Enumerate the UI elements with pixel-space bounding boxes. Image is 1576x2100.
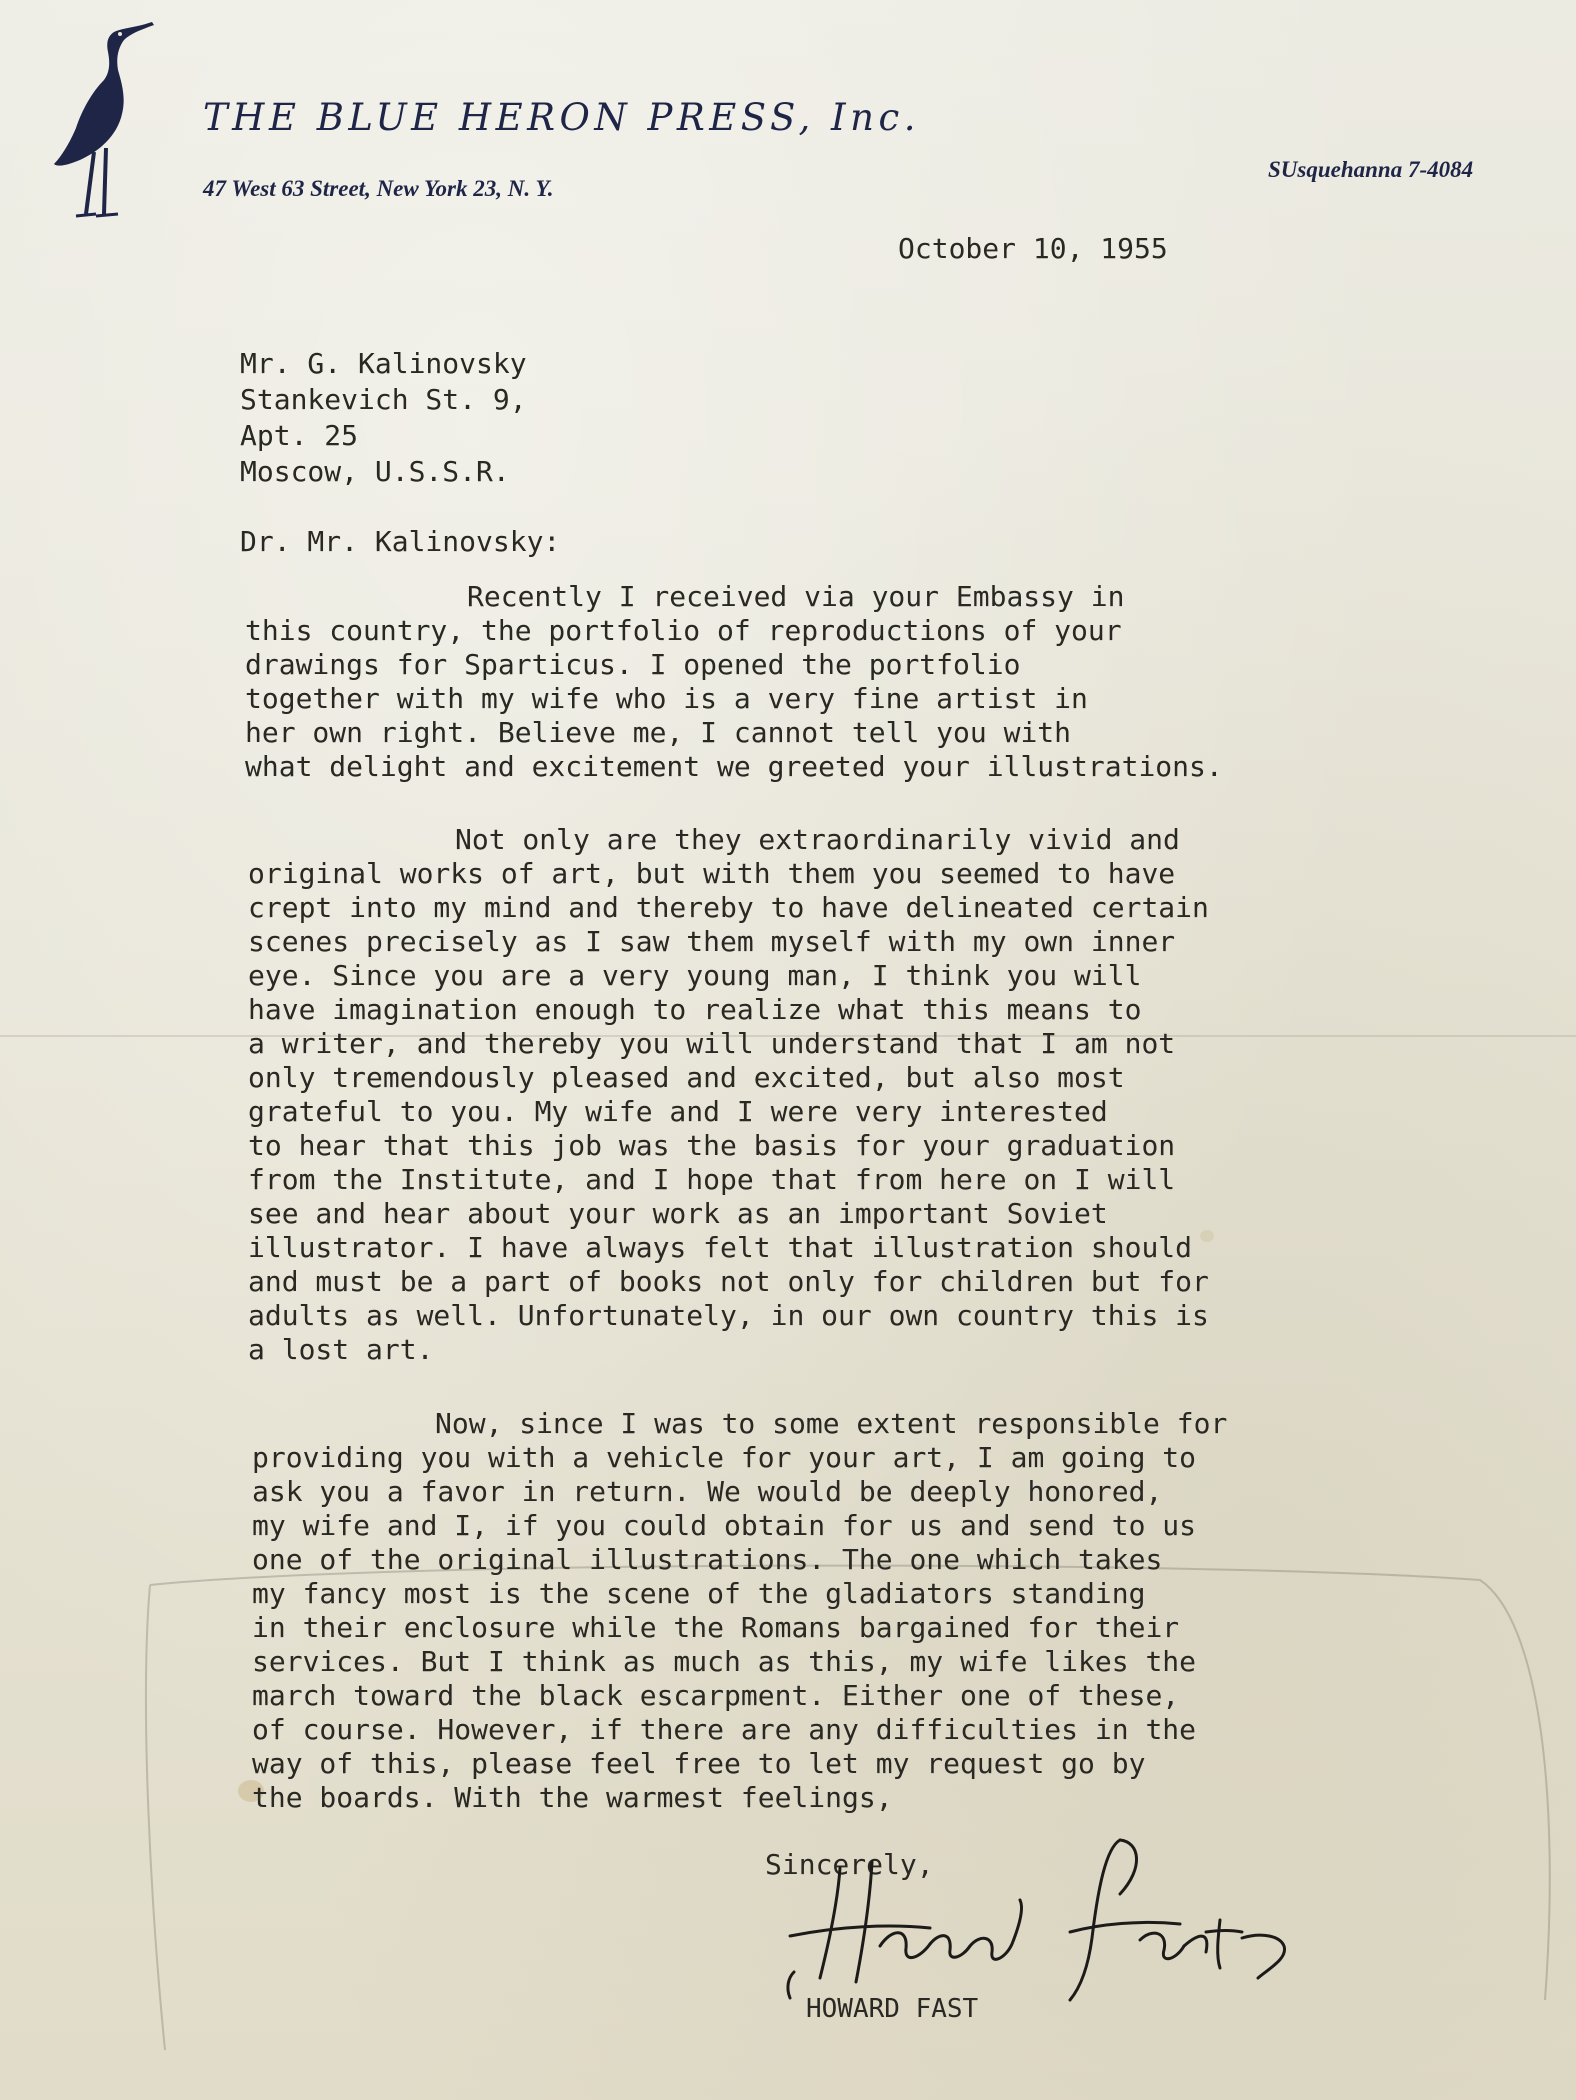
body-line: crept into my mind and thereby to have delineated certain — [248, 891, 1209, 924]
recipient-line: Mr. G. Kalinovsky — [240, 347, 527, 380]
body-line: see and hear about your work as an important Soviet — [248, 1197, 1108, 1230]
recipient-line: Apt. 25 — [240, 419, 359, 452]
recipient-line: Stankevich St. 9, — [240, 383, 527, 416]
body-line: Recently I received via your Embassy in — [467, 580, 1125, 613]
body-line: way of this, please feel free to let my request go by — [252, 1747, 1146, 1780]
signer-name: HOWARD FAST — [806, 1994, 979, 2024]
body-line: to hear that this job was the basis for your graduation — [248, 1129, 1176, 1162]
body-line: my wife and I, if you could obtain for us and send to us — [252, 1509, 1197, 1542]
handwritten-signature — [780, 1828, 1300, 2008]
recipient-line: Moscow, U.S.S.R. — [240, 455, 510, 488]
body-line: one of the original illustrations. The one which takes — [252, 1543, 1163, 1576]
heron-icon — [52, 18, 164, 218]
body-line: adults as well. Unfortunately, in our own country this is — [248, 1299, 1209, 1332]
body-line: march toward the black escarpment. Either one of these, — [252, 1679, 1180, 1712]
body-line: drawings for Sparticus. I opened the portfolio — [245, 648, 1021, 681]
paper-stain — [1200, 1230, 1214, 1242]
body-line: the boards. With the warmest feelings, — [252, 1781, 893, 1814]
body-line: eye. Since you are a very young man, I think you will — [248, 959, 1142, 992]
body-line: providing you with a vehicle for your art, I am going to — [252, 1441, 1197, 1474]
body-line: what delight and excitement we greeted your illustrations. — [245, 750, 1223, 783]
body-line: scenes precisely as I saw them myself with my own inner — [248, 925, 1176, 958]
body-line: from the Institute, and I hope that from here on I will — [248, 1163, 1176, 1196]
body-line: in their enclosure while the Romans bargained for their — [252, 1611, 1180, 1644]
body-line: her own right. Believe me, I cannot tell you with — [245, 716, 1072, 749]
body-line: grateful to you. My wife and I were very interested — [248, 1095, 1108, 1128]
body-line: only tremendously pleased and excited, but also most — [248, 1061, 1125, 1094]
closing: Sincerely, — [765, 1848, 934, 1881]
body-line: Not only are they extraordinarily vivid and — [455, 823, 1180, 856]
body-line: illustrator. I have always felt that illustration should — [248, 1231, 1193, 1264]
body-line: a writer, and thereby you will understand that I am not — [248, 1027, 1176, 1060]
body-line: together with my wife who is a very fine artist in — [245, 682, 1088, 715]
body-line: ask you a favor in return. We would be deeply honored, — [252, 1475, 1163, 1508]
body-line: and must be a part of books not only for children but for — [248, 1265, 1209, 1298]
body-line: Now, since I was to some extent responsible for — [435, 1407, 1228, 1440]
body-line: this country, the portfolio of reproductions of your — [245, 614, 1122, 647]
body-line: of course. However, if there are any difficulties in the — [252, 1713, 1197, 1746]
body-line: have imagination enough to realize what this means to — [248, 993, 1142, 1026]
body-line: a lost art. — [248, 1333, 434, 1366]
letter-date: October 10, 1955 — [898, 232, 1168, 265]
letterhead-address: 47 West 63 Street, New York 23, N. Y. — [203, 176, 554, 201]
letterhead-phone: SUsquehanna 7-4084 — [1268, 157, 1474, 182]
body-line: original works of art, but with them you seemed to have — [248, 857, 1176, 890]
salutation: Dr. Mr. Kalinovsky: — [240, 525, 561, 558]
body-line: services. But I think as much as this, my wife likes the — [252, 1645, 1197, 1678]
body-line: my fancy most is the scene of the gladiators standing — [252, 1577, 1146, 1610]
letterhead-company-name: THE BLUE HERON PRESS, Inc. — [203, 96, 920, 139]
